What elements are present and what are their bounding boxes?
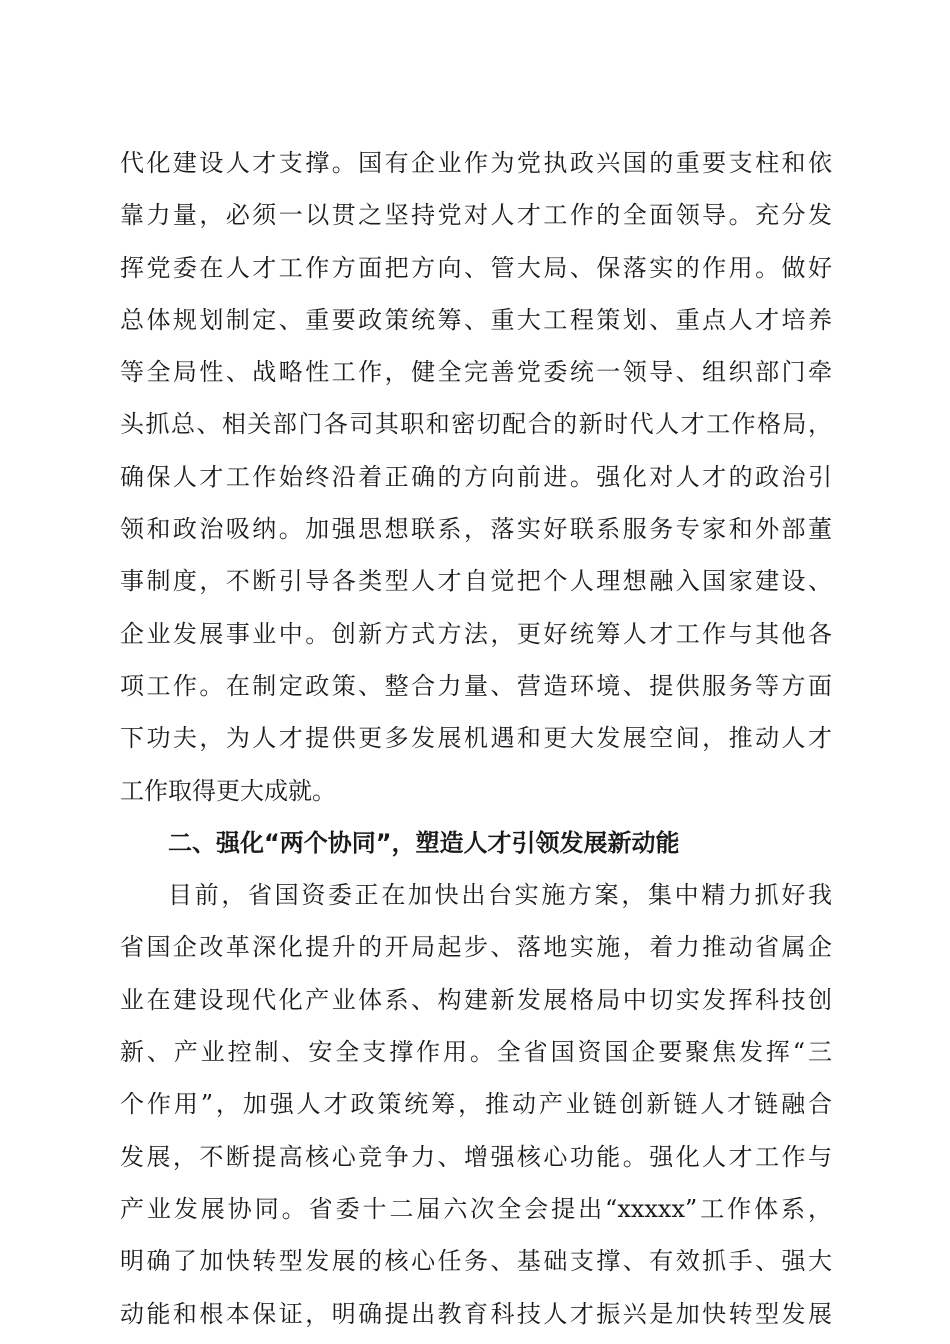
paragraph-1-line: 头抓总、相关部门各司其职和密切配合的新时代人才工作格局，: [120, 410, 832, 439]
paragraph-1-line: 靠力量，必须一以贯之坚持党对人才工作的全面领导。充分发: [120, 201, 832, 230]
paragraph-2-line: 个作用”，加强人才政策统筹，推动产业链创新链人才链融合: [120, 1090, 832, 1119]
paragraph-2-line: 目前，省国资委正在加快出台实施方案，集中精力抓好我: [168, 881, 832, 910]
paragraph-2-line: 发展，不断提高核心竞争力、增强核心功能。强化人才工作与: [120, 1142, 832, 1171]
paragraph-1-line: 总体规划制定、重要政策统筹、重大工程策划、重点人才培养: [120, 305, 832, 334]
paragraph-1-line: 确保人才工作始终沿着正确的方向前进。强化对人才的政治引: [120, 462, 832, 491]
paragraph-2-line: 新、产业控制、安全支撑作用。全省国资国企要聚焦发挥“三: [120, 1038, 832, 1067]
paragraph-1-line: 项工作。在制定政策、整合力量、营造环境、提供服务等方面: [120, 671, 832, 700]
section-heading-2: 二、强化“两个协同”，塑造人才引领发展新动能: [168, 828, 680, 857]
paragraph-1-line: 领和政治吸纳。加强思想联系，落实好联系服务专家和外部董: [120, 515, 832, 544]
paragraph-2-line: 省国企改革深化提升的开局起步、落地实施，着力推动省属企: [120, 933, 832, 962]
paragraph-1-line: 代化建设人才支撑。国有企业作为党执政兴国的重要支柱和依: [120, 149, 832, 177]
paragraph-2-line: 业在建设现代化产业体系、构建新发展格局中切实发挥科技创: [120, 985, 832, 1014]
paragraph-1-line: 下功夫，为人才提供更多发展机遇和更大发展空间，推动人才: [120, 724, 832, 753]
document-body: [120, 137, 832, 1340]
paragraph-2-line: 产业发展协同。省委十二届六次全会提出“xxxxx”工作体系，: [120, 1194, 832, 1223]
paragraph-1-line: 挥党委在人才工作方面把方向、管大局、保落实的作用。做好: [120, 253, 832, 282]
paragraph-1-line: 事制度，不断引导各类型人才自觉把个人理想融入国家建设、: [120, 567, 832, 596]
paragraph-1-line: 等全局性、战略性工作，健全完善党委统一领导、组织部门牵: [120, 358, 832, 387]
paragraph-1-line: 工作取得更大成就。: [120, 776, 336, 805]
paragraph-2-line: 明确了加快转型发展的核心任务、基础支撑、有效抓手、强大: [120, 1247, 832, 1276]
paragraph-1-line: 企业发展事业中。创新方式方法，更好统筹人才工作与其他各: [120, 619, 832, 648]
paragraph-2-line: 动能和根本保证，明确提出教育科技人才振兴是加快转型发展: [120, 1299, 832, 1328]
